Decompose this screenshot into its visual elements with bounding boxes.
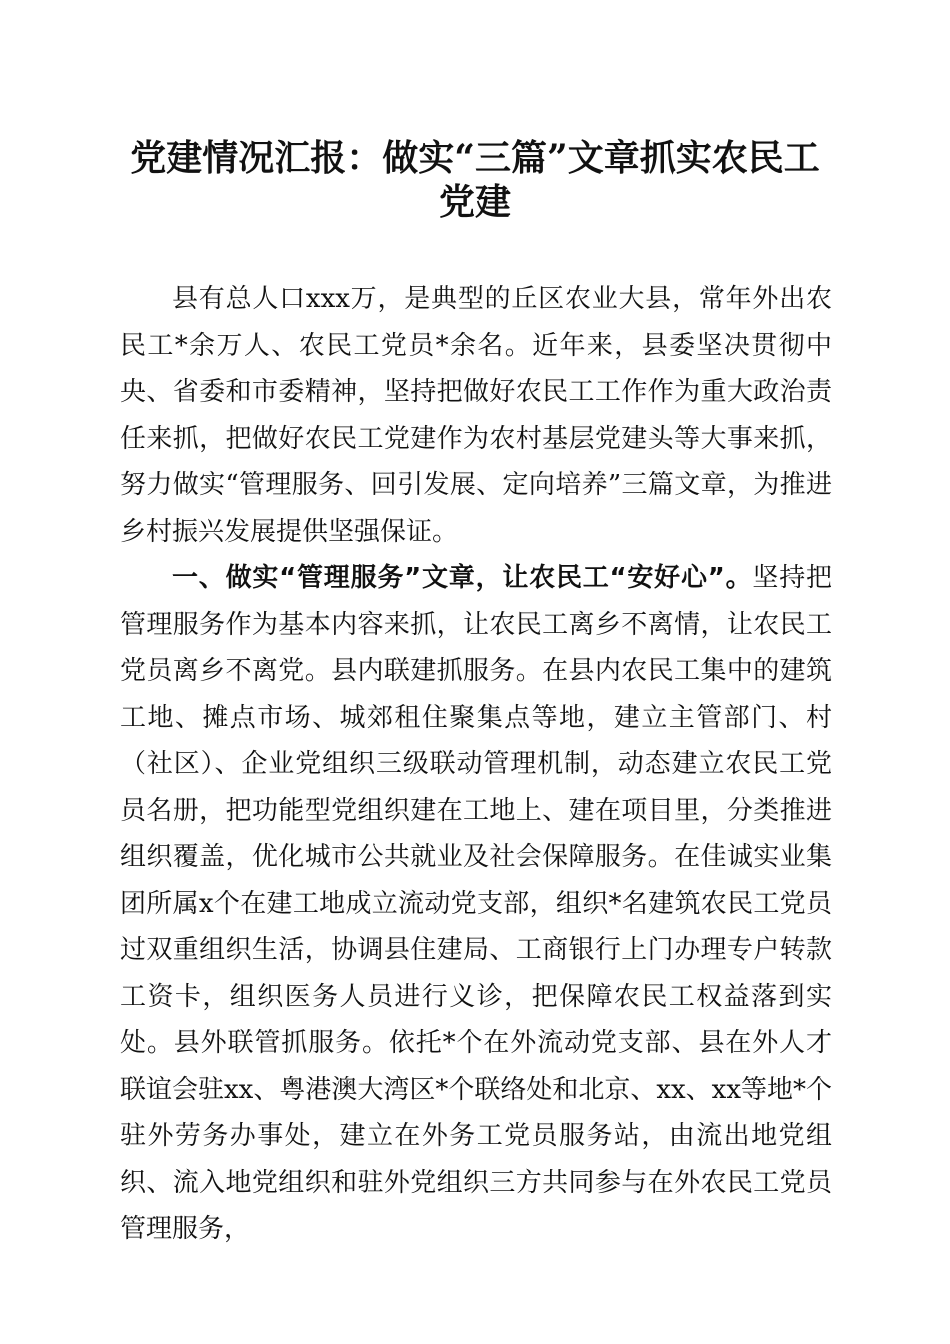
section-1-text: 坚持把管理服务作为基本内容来抓，让农民工离乡不离情，让农民工党员离乡不离党。县内联建抓服务。在县内农民工集中的建筑工地、摊点市场、城郊租住聚集点等地，建立主管部门、村（社区）、企业党组织三级联动管理机制，动态建立农民工党员名册，把功能型党组织建在工地上、建在项目里，分类推进组织覆盖，优化城市公共就业及社会保障服务。在佳诚实业集团所属x个在建工地成立流动党支部，组织*名建筑农民工党员过双重组织生活，协调县住建局、工商银行上门办理专户转款工资卡，组织医务人员进行义诊，把保障农民工权益落到实处。县外联管抓服务。依托*个在外流动党支部、县在外人才联谊会驻xx、粤港澳大湾区*个联络处和北京、xx、xx等地*个驻外劳务办事处，建立在外务工党员服务站，由流出地党组织、流入地党组织和驻外党组织三方共同参与在外农民工党员管理服务，	[120, 563, 832, 1244]
intro-paragraph: 县有总人口xxx万，是典型的丘区农业大县，常年外出农民工*余万人、农民工党员*余名。近年来，县委坚决贯彻中央、省委和市委精神，坚持把做好农民工工作作为重大政治责任来抓，把做好农民工党建作为农村基层党建头等大事来抓，努力做实“管理服务、回引发展、定向培养”三篇文章，为推进乡村振兴发展提供坚强保证。	[120, 284, 832, 547]
section-1-heading: 一、做实“管理服务”文章，让农民工“安好心”。	[172, 563, 753, 593]
title-line-2: 党建	[438, 181, 511, 223]
document-body	[120, 276, 832, 1253]
title-line-1: 党建情况汇报：做实“三篇”文章抓实农民工	[130, 137, 820, 179]
document-title	[100, 136, 850, 224]
section-1-paragraph	[120, 555, 832, 1253]
